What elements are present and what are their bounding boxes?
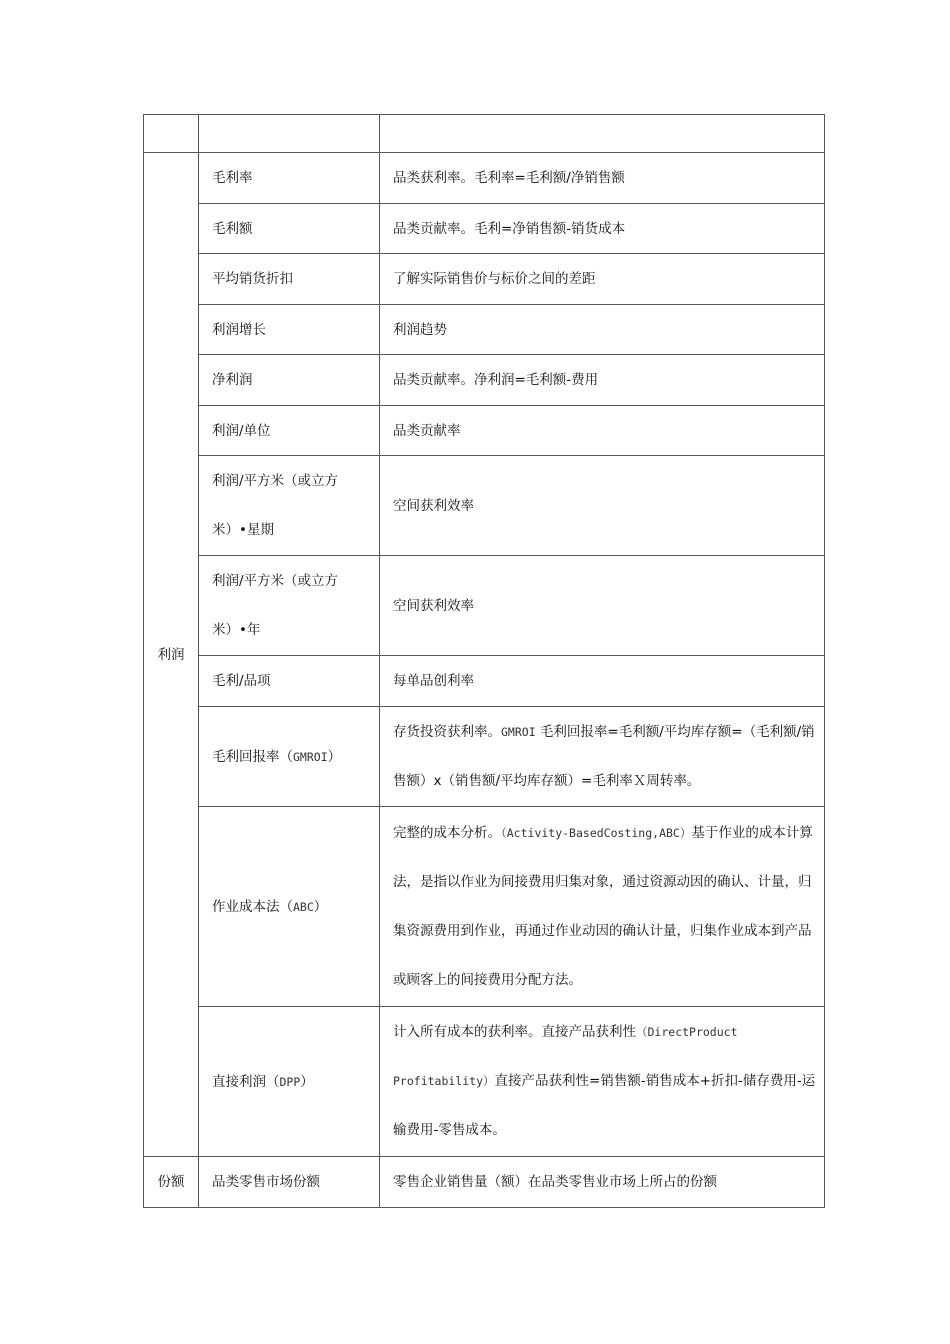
metric-description xyxy=(380,1007,825,1157)
metric-name-code: GMROI xyxy=(293,749,328,764)
metric-name-code: ABC xyxy=(293,899,314,914)
metric-description: 了解实际销售价与标价之间的差距 xyxy=(380,254,825,305)
metric-description: 品类贡献率。净利润=毛利额-费用 xyxy=(380,355,825,406)
table-row xyxy=(144,707,825,807)
metric-name-close: ） xyxy=(300,1073,314,1090)
category-cell-profit: 利润 xyxy=(144,153,199,1157)
metrics-table xyxy=(143,114,825,1208)
metric-description: 品类获利率。毛利率=毛利额/净销售额 xyxy=(380,153,825,204)
table-row xyxy=(144,1157,825,1208)
table-row xyxy=(144,254,825,305)
metric-name: 平均销货折扣 xyxy=(199,254,380,305)
metric-name-text: 毛利回报率（ xyxy=(212,748,293,765)
metric-description xyxy=(380,707,825,807)
header-row xyxy=(144,115,825,153)
metric-name-line-2: 米）•年 xyxy=(212,621,261,638)
metric-description-code: （Activity-BasedCosting,ABC） xyxy=(501,825,692,840)
category-cell-share: 份额 xyxy=(144,1157,199,1208)
table-row xyxy=(144,1007,825,1157)
table-row xyxy=(144,656,825,707)
metric-name-text: 直接利润（ xyxy=(212,1073,280,1090)
metric-name: 净利润 xyxy=(199,355,380,406)
header-cell-description xyxy=(380,115,825,153)
table-row xyxy=(144,305,825,355)
metric-name-close: ） xyxy=(327,748,342,765)
metric-name xyxy=(199,807,380,1007)
metric-description-text-2: 毛利回报率=毛利额/平均库存额=（毛利额/销售额）x（销售额/平均库存额）=毛利率Ｘ周转率。 xyxy=(393,723,815,789)
metric-name: 毛利率 xyxy=(199,153,380,204)
metric-description: 每单品创利率 xyxy=(380,656,825,707)
metric-name: 毛利/品项 xyxy=(199,656,380,707)
metric-name: 品类零售市场份额 xyxy=(199,1157,380,1208)
header-cell-metric xyxy=(199,115,380,153)
metric-description-code: （DirectProduct Profitability） xyxy=(393,1025,738,1088)
metric-description-text: 完整的成本分析。 xyxy=(393,824,501,841)
table-row xyxy=(144,807,825,1007)
header-cell-category xyxy=(144,115,199,153)
table-row xyxy=(144,556,825,656)
table-row xyxy=(144,204,825,254)
metric-description-text-2: 基于作业的成本计算法，是指以作业为间接费用归集对象，通过资源动因的确认、计量，归集资源费用到作业，再通过作业动因的确认计量，归集作业成本到产品或顾客上的间接费用分配方法。 xyxy=(393,824,813,988)
metric-name xyxy=(199,707,380,807)
metric-name-line-1: 利润/平方米（或立方 xyxy=(212,472,339,489)
metric-name-line-1: 利润/平方米（或立方 xyxy=(212,572,339,589)
metric-name-code: DPP xyxy=(279,1074,301,1089)
metric-description xyxy=(380,807,825,1007)
metric-description-text: 计入所有成本的获利率。直接产品获利性 xyxy=(393,1024,636,1040)
metric-name-close: ） xyxy=(313,898,328,915)
metric-name: 毛利额 xyxy=(199,204,380,254)
metric-description: 空间获利效率 xyxy=(380,456,825,556)
table-row xyxy=(144,406,825,456)
metric-description: 零售企业销售量（额）在品类零售业市场上所占的份额 xyxy=(380,1157,825,1208)
metric-description: 空间获利效率 xyxy=(380,556,825,656)
metric-name xyxy=(199,1007,380,1157)
metric-name-text: 作业成本法（ xyxy=(212,898,293,915)
metric-name xyxy=(199,456,380,556)
metric-name xyxy=(199,556,380,656)
metric-description-text-2: 直接产品获利性=销售额-销售成本+折扣-储存费用-运输费用-零售成本。 xyxy=(393,1073,816,1138)
metric-name-line-2: 米）•星期 xyxy=(212,521,274,538)
metric-description: 品类贡献率 xyxy=(380,406,825,456)
metric-description: 品类贡献率。毛利=净销售额-销货成本 xyxy=(380,204,825,254)
metric-description-text: 存货投资获利率。 xyxy=(393,723,501,740)
table-row xyxy=(144,153,825,204)
metric-name: 利润/单位 xyxy=(199,406,380,456)
table-row xyxy=(144,355,825,406)
metric-name: 利润增长 xyxy=(199,305,380,355)
metric-description-code: GMROI xyxy=(501,724,536,739)
table-row xyxy=(144,456,825,556)
metric-description: 利润趋势 xyxy=(380,305,825,355)
